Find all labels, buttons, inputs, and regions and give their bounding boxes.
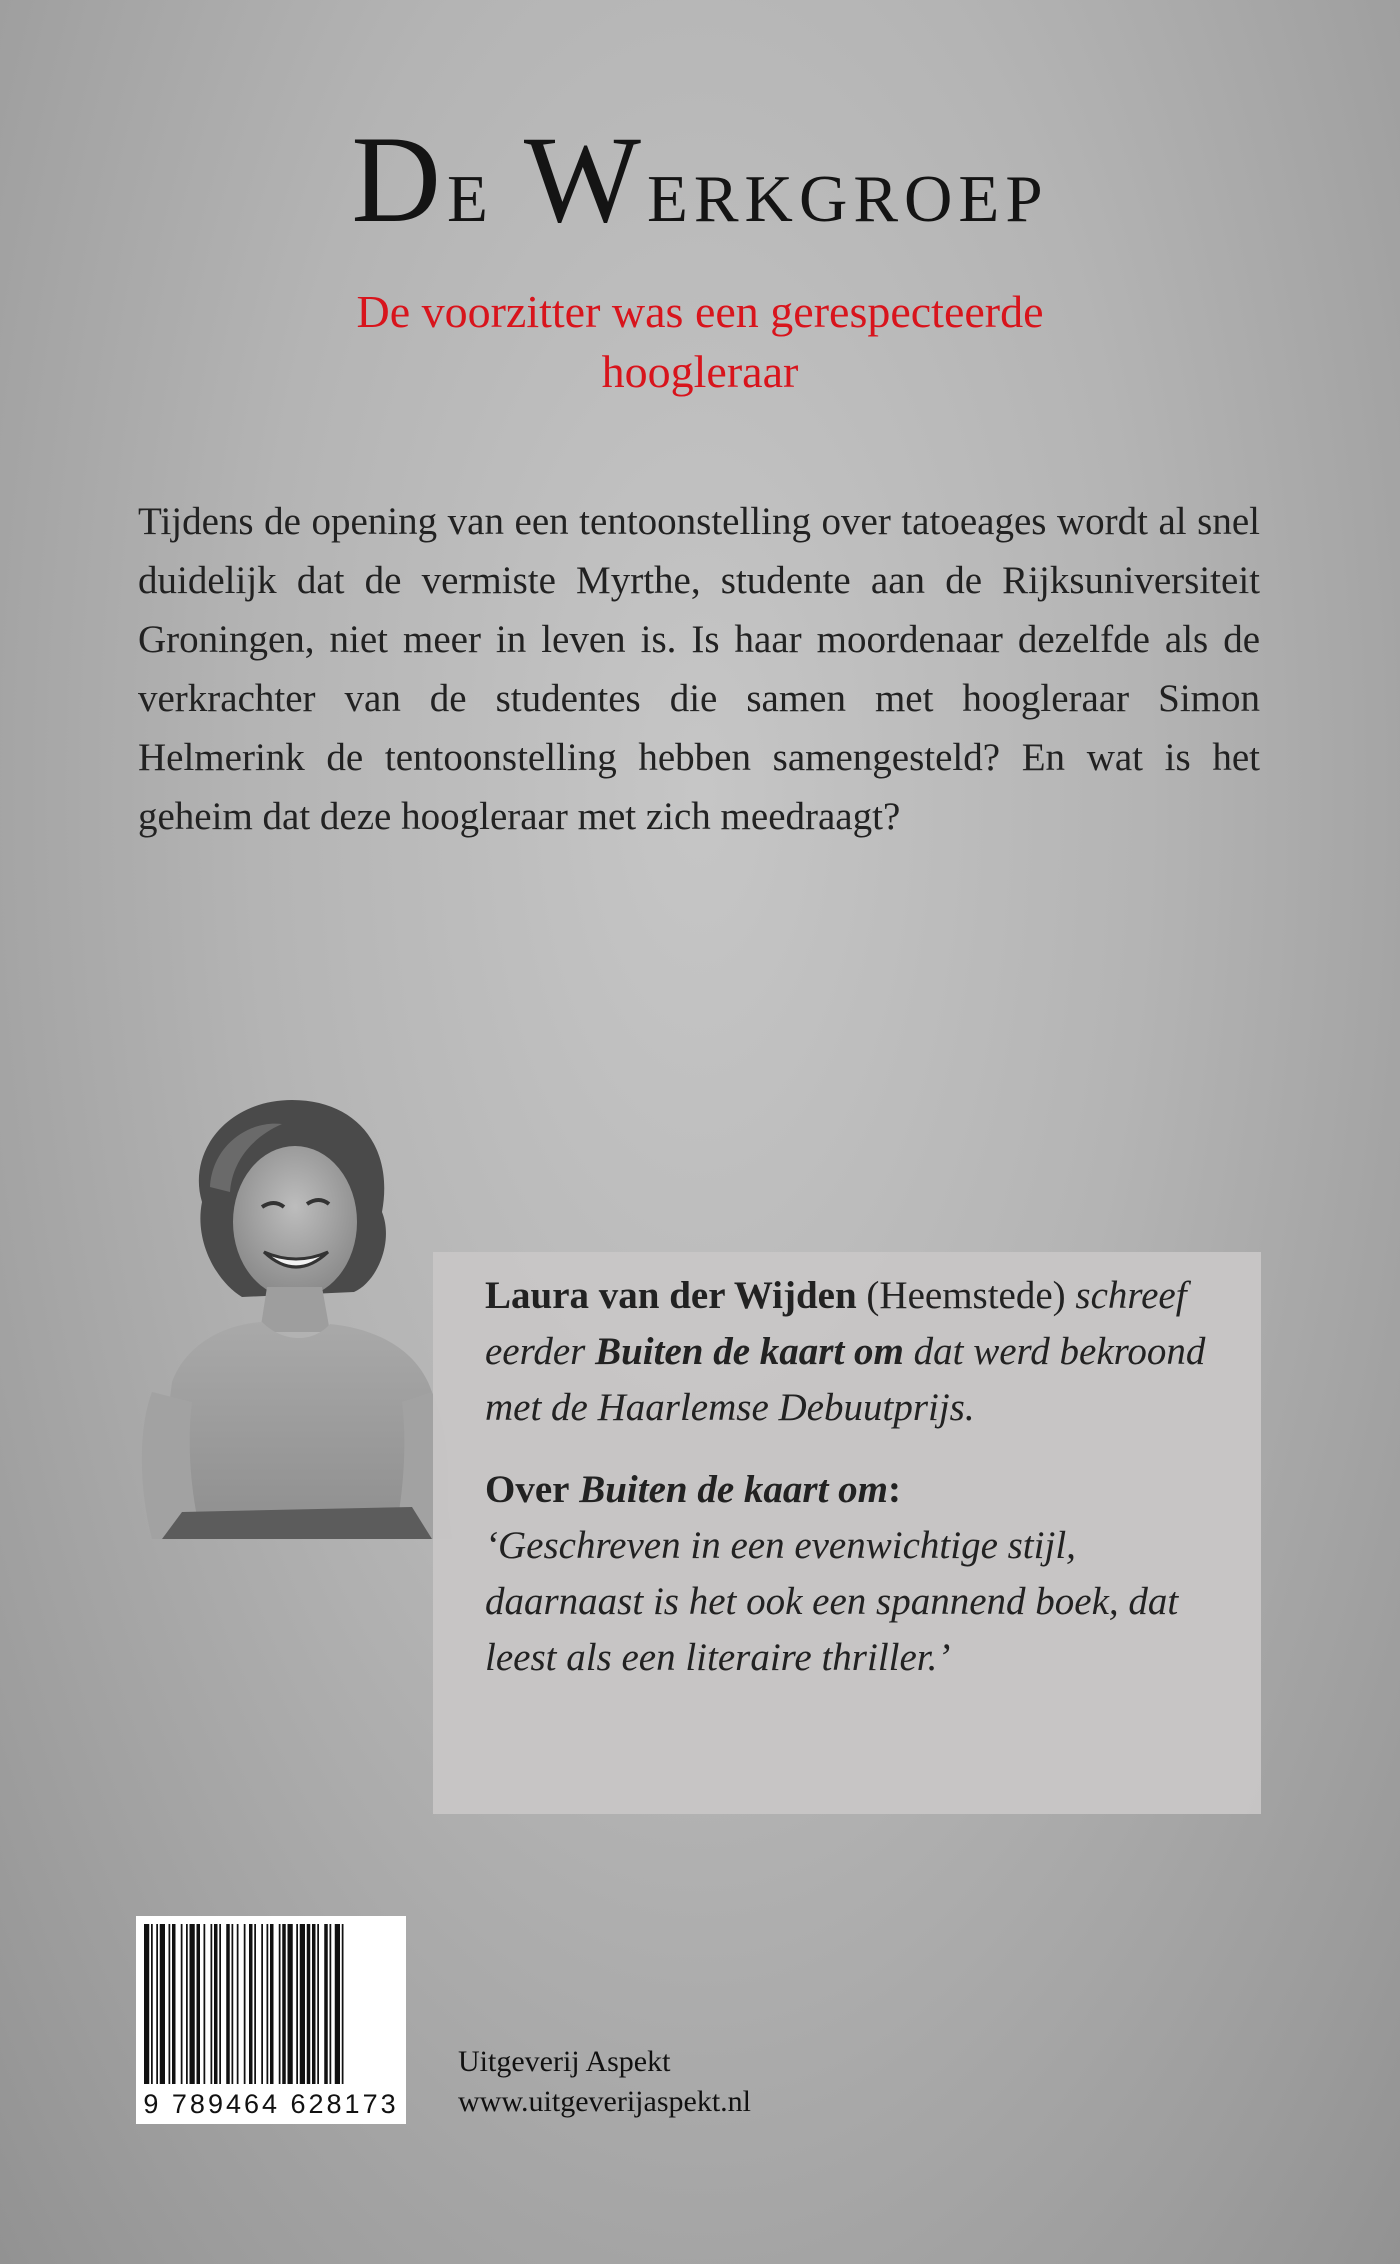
barcode-bar bbox=[282, 1924, 286, 2084]
barcode-bar bbox=[244, 1924, 246, 2084]
barcode-bar bbox=[186, 1924, 188, 2084]
review-quote: ‘Geschreven in een evenwichtige stijl, daarnaast is het ook een spannend boek, dat leest als een literaire thriller.’ bbox=[485, 1524, 1179, 1679]
barcode-bar bbox=[254, 1924, 256, 2084]
barcode-bar bbox=[288, 1924, 293, 2084]
barcode-bar bbox=[144, 1924, 149, 2084]
barcode-bar bbox=[330, 1924, 332, 2084]
book-title bbox=[0, 111, 1400, 248]
title-initial-1: D bbox=[351, 111, 447, 248]
barcode-bar bbox=[312, 1924, 316, 2084]
barcode-bar bbox=[151, 1924, 153, 2084]
barcode-bar bbox=[237, 1924, 239, 2084]
barcode-bar bbox=[226, 1924, 230, 2084]
barcode-bar bbox=[211, 1924, 213, 2084]
publisher-info bbox=[458, 2042, 751, 2122]
book-blurb: Tijdens de opening van een tentoonstelling over tatoeages wordt al snel duidelijk dat de vermiste Myrthe, studente aan de Rijksuniversiteit Groningen, niet meer in leven is. Is haar moordenaar dezelfde als de verkrachter van de studentes die samen met hoogleraar Simon Helmerink de tentoonstelling hebben samengesteld? En wat is het geheim dat deze hoogleraar met zich meedraagt? bbox=[138, 500, 1260, 838]
barcode-bar bbox=[190, 1924, 195, 2084]
author-bio bbox=[485, 1268, 1225, 1436]
tagline-line-1: De voorzitter was een gerespecteerde bbox=[356, 286, 1044, 337]
author-photo bbox=[132, 1092, 462, 1539]
barcode-bar bbox=[204, 1924, 206, 2084]
barcode-bar bbox=[156, 1924, 158, 2084]
review-book-title: Buiten de kaart om bbox=[579, 1468, 889, 1511]
publisher-name: Uitgeverij Aspekt bbox=[458, 2045, 671, 2078]
barcode-bar bbox=[300, 1924, 305, 2084]
barcode-bar bbox=[335, 1924, 340, 2084]
barcode-bar bbox=[270, 1924, 274, 2084]
author-name: Laura van der Wijden bbox=[485, 1274, 857, 1317]
publisher-website: www.uitgeverijaspekt.nl bbox=[458, 2085, 751, 2118]
barcode-bar bbox=[214, 1924, 218, 2084]
previous-book-title: Buiten de kaart om bbox=[595, 1330, 904, 1373]
barcode-bar bbox=[232, 1924, 234, 2084]
author-info bbox=[485, 1268, 1225, 1686]
barcode-bar bbox=[160, 1924, 165, 2084]
barcode-bar bbox=[181, 1924, 183, 2084]
author-bio-text-1: schreef eerder bbox=[485, 1274, 1187, 1373]
title-rest-1: e bbox=[446, 135, 494, 242]
isbn-number: 9 789464 628173 bbox=[143, 2089, 399, 2119]
book-tagline bbox=[240, 282, 1160, 402]
tagline-line-2: hoogleraar bbox=[601, 346, 799, 397]
barcode-bar bbox=[197, 1924, 201, 2084]
title-initial-2: W bbox=[523, 111, 647, 248]
barcode-bar bbox=[296, 1924, 298, 2084]
author-bio-text-2: dat werd bekroond met de Haarlemse Debuutprijs. bbox=[485, 1330, 1206, 1429]
barcode-bars bbox=[136, 1916, 406, 2088]
title-rest-2: erkgroep bbox=[646, 135, 1049, 242]
isbn-barcode bbox=[136, 1916, 406, 2124]
review-colon: : bbox=[888, 1468, 902, 1511]
review-prefix: Over bbox=[485, 1468, 570, 1511]
barcode-bar bbox=[267, 1924, 269, 2084]
barcode-bar bbox=[249, 1924, 253, 2084]
review bbox=[485, 1462, 1225, 1686]
barcode-bar bbox=[219, 1924, 221, 2084]
barcode-bar bbox=[324, 1924, 328, 2084]
barcode-bar bbox=[172, 1924, 176, 2084]
barcode-bar bbox=[307, 1924, 311, 2084]
barcode-bar bbox=[342, 1924, 344, 2084]
barcode-bar bbox=[261, 1924, 263, 2084]
author-place: (Heemstede) bbox=[866, 1274, 1066, 1317]
barcode-bar bbox=[169, 1924, 171, 2084]
barcode-bar bbox=[279, 1924, 281, 2084]
barcode-bar bbox=[317, 1924, 319, 2084]
